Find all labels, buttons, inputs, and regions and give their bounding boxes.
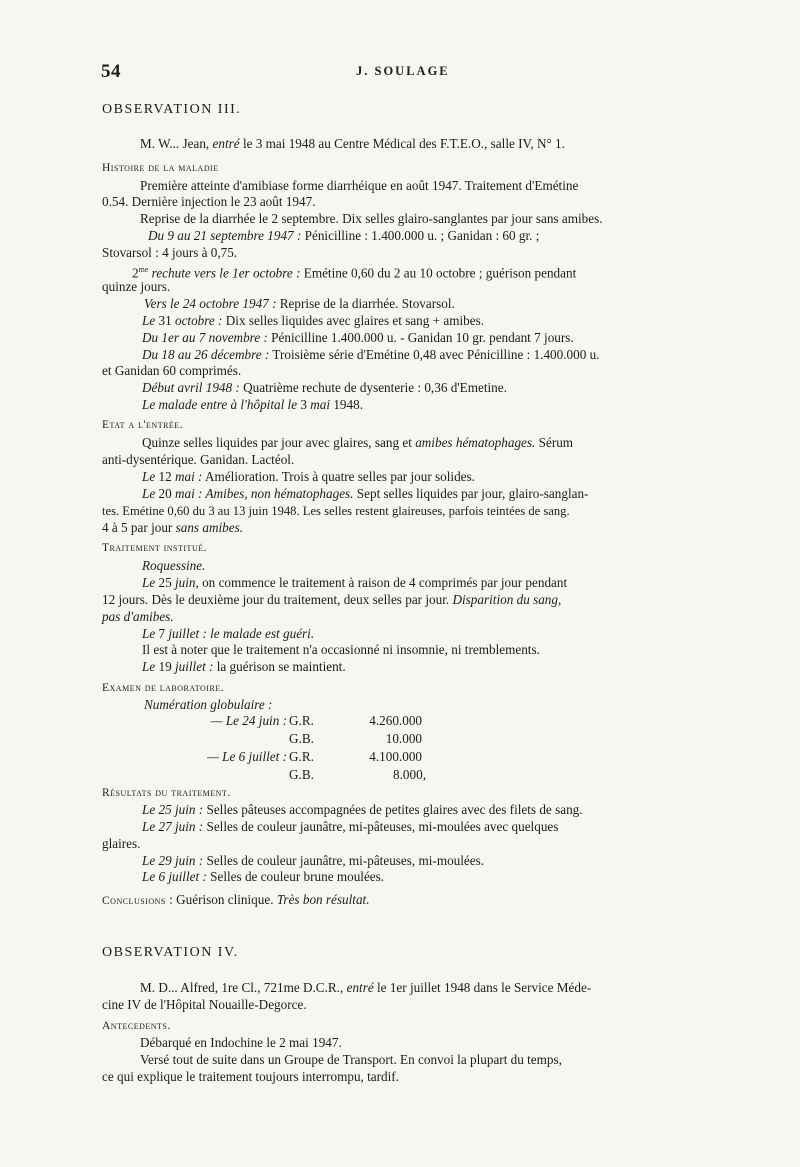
paragraph-line <box>142 558 205 574</box>
paragraph-line: tes. Emétine 0,60 du 3 au 13 juin 1948. Les selles restent glaireuses, parfois teintées de sang. <box>102 504 570 518</box>
line-text: 4 à 5 par jour <box>102 520 173 535</box>
paragraph-line <box>140 980 591 996</box>
paragraph-line <box>102 609 174 625</box>
observation-4-title: OBSERVATION IV. <box>102 945 239 960</box>
paragraph-line <box>142 330 574 346</box>
line-text: 1948. <box>333 397 363 412</box>
section-heading-etat: Etat a l'entrée. <box>102 419 184 431</box>
exam-row-label: G.R. <box>289 713 314 728</box>
line-text: Selles de couleur jaunâtre, mi-pâteuses, mi-moulées avec quelques <box>206 819 559 834</box>
line-text: Pénicilline 1.400.000 u. - Ganidan 10 gr. pendant 7 jours. <box>271 330 574 345</box>
date-italic: Du 9 au 21 septembre 1947 : <box>148 228 302 243</box>
page-number: 54 <box>101 61 121 82</box>
date-italic: Le 29 juin : <box>142 853 204 868</box>
exam-row-date <box>162 713 287 729</box>
line-text: Première atteinte d'amibiase forme diarrhéique en août 1947. Traitement d'Emétine <box>140 178 579 193</box>
paragraph-line <box>142 435 573 451</box>
exam-row-value: 10.000 <box>385 731 422 746</box>
paragraph-line: Il est à noter que le traitement n'a occasionné ni insomnie, ni tremblements. <box>142 642 540 657</box>
paragraph-line: anti-dysentérique. Ganidan. Lactéol. <box>102 452 295 467</box>
section-heading-examen: Examen de laboratoire. <box>102 682 225 694</box>
line-text: Sept selles liquides par jour, glairo-sanglan- <box>356 486 589 501</box>
line-text: 19 <box>158 659 172 674</box>
line-text: Quinze selles liquides par jour avec glaires, sang et <box>142 435 412 450</box>
paragraph-line <box>142 313 484 329</box>
section-heading-histoire: Histoire de la maladie <box>102 162 219 174</box>
date-italic: Le <box>142 486 156 501</box>
paragraph-line <box>142 869 384 885</box>
line-text: 25 <box>158 575 172 590</box>
section-heading-traitement: Traitement institué. <box>102 542 207 554</box>
date-italic: — Le 24 juin : <box>210 713 287 728</box>
line-text: 20 <box>158 486 172 501</box>
date-italic: Le 25 juin : <box>142 802 204 817</box>
paragraph-line: et Ganidan 60 comprimés. <box>102 363 242 378</box>
date-italic: mai <box>310 397 331 412</box>
date-italic: octobre : <box>174 313 223 328</box>
exam-row-value: 8.000, <box>393 767 426 782</box>
section-heading-resultats: Résultats du traitement. <box>102 787 231 799</box>
paragraph-line <box>142 659 346 675</box>
italic-text: mai : Amibes, non hématophages. <box>174 486 354 501</box>
paragraph-line: Débarqué en Indochine le 2 mai 1947. <box>140 1035 342 1050</box>
line-text: on commence le traitement à raison de 4 comprimés par jour pendant <box>202 575 568 590</box>
paragraph-line <box>144 296 455 312</box>
date-italic: Le <box>142 313 156 328</box>
paragraph-line <box>142 397 363 413</box>
paragraph-line: 0.54. Dernière injection le 23 août 1947. <box>102 194 316 209</box>
line-text: Selles pâteuses accompagnées de petites glaires avec des filets de sang. <box>206 802 583 817</box>
line-text: 3 <box>300 397 307 412</box>
paragraph-line <box>148 228 539 244</box>
date-italic: Le 27 juin : <box>142 819 204 834</box>
line-text: Dix selles liquides avec glaires et sang + amibes. <box>225 313 485 328</box>
date-italic: Le <box>142 469 156 484</box>
line-text: Selles de couleur jaunâtre, mi-pâteuses, mi-moulées. <box>206 853 485 868</box>
date-italic: Le <box>142 575 156 590</box>
numeration-label <box>144 697 272 713</box>
line-text: 12 jours. Dès le deuxième jour du traitement, deux selles par jour. <box>102 592 450 607</box>
date-italic: Le malade entre à l'hôpital le <box>142 397 298 412</box>
line-text: : Guérison clinique. <box>169 892 274 907</box>
section-heading-antecedents: Antecedents. <box>102 1020 171 1032</box>
paragraph-line <box>102 592 561 608</box>
line-text: Amélioration. Trois à quatre selles par jour solides. <box>205 469 475 484</box>
paragraph-line <box>142 469 475 485</box>
date-italic: Le 6 juillet : <box>142 869 207 884</box>
date-italic: Du 18 au 26 décembre : <box>142 347 270 362</box>
line-text: Pénicilline : 1.400.000 u. ; Ganidan : 60 gr. ; <box>304 228 540 243</box>
paragraph-line <box>142 819 558 835</box>
paragraph-line: Reprise de la diarrhée le 2 septembre. Dix selles glairo-sanglantes par jour sans amibes. <box>140 211 603 226</box>
patient-name: M. W... Jean, <box>140 136 210 151</box>
drug-name: Roquessine. <box>142 558 206 573</box>
exam-row-label: G.B. <box>289 767 314 782</box>
paragraph-line: glaires. <box>102 836 141 851</box>
date-italic: Le <box>142 626 156 641</box>
line-text: Emétine 0,60 du 2 au 10 octobre ; guérison pendant <box>303 265 577 281</box>
paragraph-line: quinze jours. <box>102 279 171 294</box>
date-italic: mai : <box>174 469 203 484</box>
line-text: Quatrième rechute de dysenterie : 0,36 d'Emetine. <box>243 380 507 395</box>
paragraph-line: cine IV de l'Hôpital Nouaille-Degorce. <box>102 997 307 1012</box>
italic-text: sans amibes. <box>175 520 244 535</box>
paragraph-line: ce qui explique le traitement toujours interrompu, tardif. <box>102 1069 399 1084</box>
exam-row-value: 4.100.000 <box>369 749 422 764</box>
observation-3-intro <box>140 136 565 152</box>
exam-row-value: 4.260.000 <box>369 713 422 728</box>
paragraph-line <box>132 262 576 281</box>
exam-row-date <box>162 749 287 765</box>
date-italic: — Le 6 juillet : <box>207 749 287 764</box>
line-text: M. D... Alfred, 1re Cl., 721me D.C.R., <box>140 980 344 995</box>
section-heading-conclusions: Conclusions <box>102 895 166 907</box>
date-italic: juillet : <box>174 659 214 674</box>
conclusions-line <box>102 892 370 909</box>
date-italic: juin, <box>174 575 199 590</box>
line-text: Sérum <box>538 435 574 450</box>
paragraph-line <box>142 380 507 396</box>
italic-text: pas d'amibes. <box>102 609 174 624</box>
intro-italic: entré <box>346 980 374 995</box>
paragraph-line <box>142 347 600 363</box>
italic-text: amibes hématophages. <box>415 435 536 450</box>
line-text: la guérison se maintient. <box>216 659 346 674</box>
paragraph-line <box>142 626 314 642</box>
line-text: le 1er juillet 1948 dans le Service Méde- <box>377 980 592 995</box>
italic-text: juillet : le malade est guéri. <box>168 626 315 641</box>
paragraph-line <box>140 178 718 194</box>
paragraph-line <box>142 486 588 502</box>
paragraph-line <box>142 853 484 869</box>
paragraph-line <box>102 520 243 536</box>
line-text: 2 <box>132 265 139 281</box>
paragraph-line: Stovarsol : 4 jours à 0,75. <box>102 245 238 260</box>
italic-text: Très bon résultat. <box>276 892 370 907</box>
line-text: 12 <box>158 469 172 484</box>
italic-text: Numération globulaire : <box>144 697 273 712</box>
date-italic: Début avril 1948 : <box>142 380 240 395</box>
line-text: 7 <box>158 626 166 641</box>
date-italic: Du 1er au 7 novembre : <box>142 330 268 345</box>
line-text: Reprise de la diarrhée. Stovarsol. <box>279 296 455 311</box>
italic-text: Disparition du sang, <box>452 592 562 607</box>
paragraph-line <box>142 575 567 591</box>
superscript: me <box>138 265 149 274</box>
paragraph-line: Versé tout de suite dans un Groupe de Transport. En convoi la plupart du temps, <box>140 1052 562 1067</box>
exam-row-label: G.B. <box>289 731 314 746</box>
line-text: 31 <box>158 313 172 328</box>
date-italic: Vers le 24 octobre 1947 : <box>144 296 277 311</box>
date-italic: Le <box>142 659 156 674</box>
exam-row-label: G.R. <box>289 749 314 764</box>
intro-italic: entré <box>212 136 240 151</box>
intro-details: le 3 mai 1948 au Centre Médical des F.T.E.O., salle IV, N° 1. <box>242 136 565 151</box>
paragraph-line <box>142 802 583 818</box>
line-text: Selles de couleur brune moulées. <box>210 869 385 884</box>
line-text: Troisième série d'Emétine 0,48 avec Pénicilline : 1.400.000 u. <box>272 347 600 362</box>
running-header-author: J. SOULAGE <box>356 64 450 78</box>
date-italic: rechute vers le 1er octobre : <box>151 265 301 281</box>
observation-3-title: OBSERVATION III. <box>102 102 242 117</box>
